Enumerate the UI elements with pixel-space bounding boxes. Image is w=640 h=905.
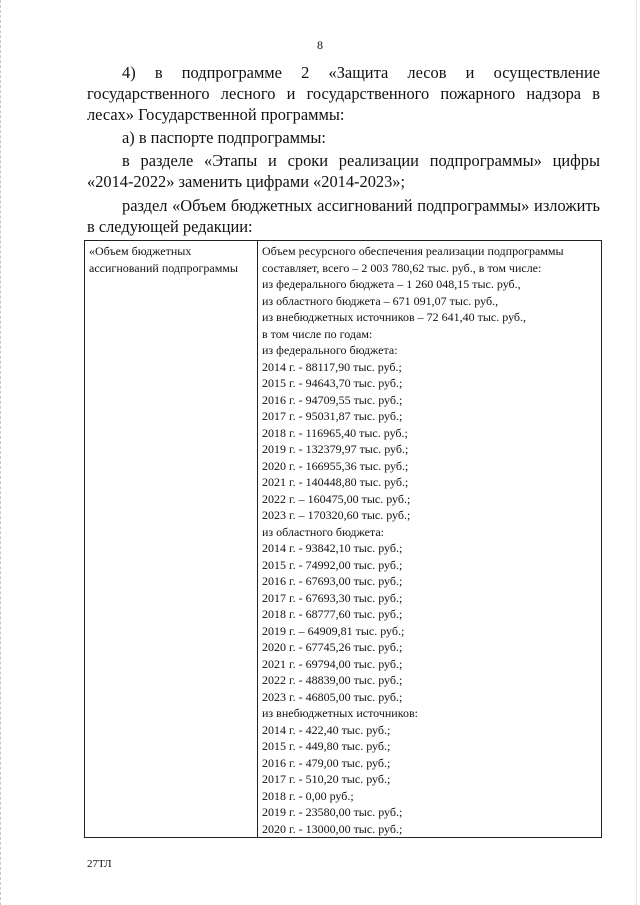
right-line: Объем ресурсного обеспечения реализации подпрограммы <box>262 244 564 258</box>
right-line: 2019 г. - 132379,97 тыс. руб.; <box>262 442 409 456</box>
budget-table <box>84 240 602 838</box>
right-line: 2017 г. - 95031,87 тыс. руб.; <box>262 409 403 423</box>
right-line: 2020 г. - 166955,36 тыс. руб.; <box>262 458 409 473</box>
right-line: 2015 г. - 94643,70 тыс. руб.; <box>262 376 403 390</box>
table-row <box>85 241 602 838</box>
para1-line1: 4) в подпрограмме 2 «Защита лесов и осуществление <box>122 63 600 82</box>
right-line: 2023 г. - 46805,00 тыс. руб.; <box>262 689 403 704</box>
right-line: в том числе по годам: <box>262 326 373 341</box>
right-line: составляет, всего – 2 003 780,62 тыс. руб., в том числе: <box>262 260 542 275</box>
right-line: 2020 г. - 13000,00 тыс. руб.; <box>262 821 403 836</box>
right-line: из областного бюджета – 671 091,07 тыс. руб., <box>262 293 499 308</box>
right-line: 2015 г. - 74992,00 тыс. руб.; <box>262 557 403 572</box>
item-a-passport: а) в паспорте подпрограммы: <box>122 128 326 147</box>
table-cell-left <box>85 241 258 838</box>
right-line: 2017 г. - 67693,30 тыс. руб.; <box>262 590 403 605</box>
right-line: 2019 г. - 23580,00 тыс. руб.; <box>262 805 403 819</box>
right-line: 2018 г. - 68777,60 тыс. руб.; <box>262 607 403 621</box>
para3-line2: в следующей редакции: <box>87 217 253 236</box>
left-line: ассигнований подпрограммы <box>89 260 238 275</box>
right-line: из областного бюджета: <box>262 524 384 539</box>
footer-code: 27ТЛ <box>87 858 112 870</box>
right-line: 2017 г. - 510,20 тыс. руб.; <box>262 772 391 786</box>
right-line: 2015 г. - 449,80 тыс. руб.; <box>262 739 391 753</box>
right-line: из внебюджетных источников: <box>262 706 418 720</box>
right-line: 2021 г. - 69794,00 тыс. руб.; <box>262 656 403 671</box>
right-line: 2022 г. – 160475,00 тыс. руб.; <box>262 491 411 506</box>
para1-line3: лесах» Государственной программы: <box>87 105 345 124</box>
para2-line2: «2014-2022» заменить цифрами «2014-2023»; <box>87 172 406 191</box>
right-line: 2014 г. - 422,40 тыс. руб.; <box>262 722 391 737</box>
para3-line1: раздел «Объем бюджетных ассигнований подпрограммы» изложить <box>122 196 600 215</box>
right-line: из внебюджетных источников – 72 641,40 тыс. руб., <box>262 310 527 324</box>
right-line: 2018 г. - 116965,40 тыс. руб.; <box>262 425 408 440</box>
right-line: 2020 г. - 67745,26 тыс. руб.; <box>262 640 403 654</box>
right-line: 2016 г. - 94709,55 тыс. руб.; <box>262 392 403 407</box>
right-line: 2022 г. - 48839,00 тыс. руб.; <box>262 673 403 687</box>
table-cell-right <box>258 241 602 838</box>
left-line: «Объем бюджетных <box>89 244 192 258</box>
page-number: 8 <box>317 38 323 52</box>
para1-line2: государственного лесного и государственного пожарного надзора в <box>87 84 600 103</box>
right-line: 2019 г. – 64909,81 тыс. руб.; <box>262 623 405 638</box>
right-line: 2016 г. - 67693,00 тыс. руб.; <box>262 574 403 588</box>
right-line: 2014 г. - 88117,90 тыс. руб.; <box>262 359 402 374</box>
right-line: из федерального бюджета: <box>262 343 398 357</box>
right-line: 2023 г. – 170320,60 тыс. руб.; <box>262 508 411 522</box>
para2-line1: в разделе «Этапы и сроки реализации подпрограммы» цифры <box>122 151 600 170</box>
scan-edge-left <box>0 0 3 905</box>
right-line: 2014 г. - 93842,10 тыс. руб.; <box>262 541 403 555</box>
scan-edge-right <box>636 0 638 905</box>
right-line: из федерального бюджета – 1 260 048,15 тыс. руб., <box>262 277 521 291</box>
right-line: 2016 г. - 479,00 тыс. руб.; <box>262 755 391 770</box>
right-line: 2018 г. - 0,00 руб.; <box>262 788 354 803</box>
right-line: 2021 г. - 140448,80 тыс. руб.; <box>262 475 409 489</box>
